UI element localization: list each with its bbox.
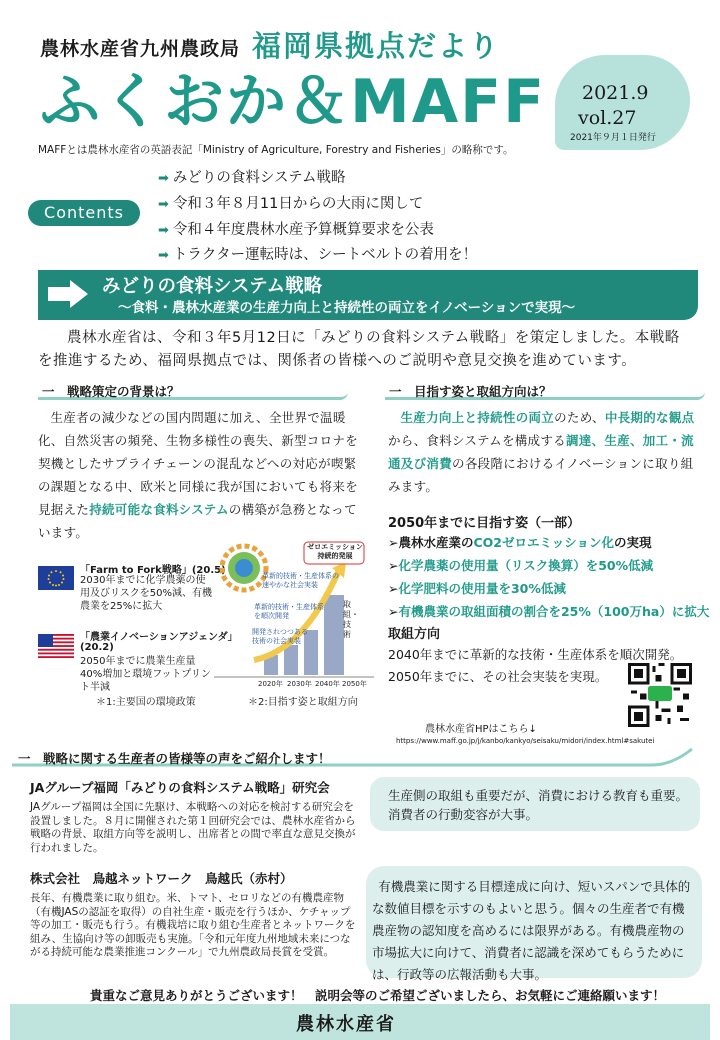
contents-item-label: 令和３年８月11日からの大雨に関して [172, 196, 424, 212]
contents-item-label: 令和４年度農林水産予算概算要求を公表 [172, 222, 434, 238]
eu-flag-icon [38, 566, 74, 590]
maff-note: MAFFとは農林水産省の英語表記「Ministry of Agriculture, Forestry and Fisheries」の略称です。 [38, 144, 514, 156]
footer-thanks: 貴重なご意見ありがとうございます！ 説明会等のご希望ございましたら、お気軽にご連絡願います！ [90, 988, 666, 1003]
figure-label-3: 開発されつつある技術の社会実装 [252, 628, 308, 645]
direction-heading: 取組方向 [388, 627, 441, 642]
contents-item-label: トラクター運転時は、シートベルトの着用を！ [172, 247, 478, 263]
goal-item: ➢化学農薬の使用量（リスク換算）を50%低減 [388, 558, 654, 573]
org1-name: JAグループ福岡「みどりの食料システム戦略」研究会 [30, 780, 330, 795]
ministry-name: 農林水産省九州農政局 [40, 38, 241, 60]
goal-item: ➢農林水産業のCO2ゼロエミッション化の実現 [388, 535, 652, 550]
comment-text: 有機農業に関する目標達成に向け、短いスパンで具体的な数値目標を示すのもよいと思う。個々の生産者で有機農産物の認知度を高めるには限界がある。有機農産物の市場拡大に向けて、消費者に認識を深めてもらうためには、行政等の広報活動も大事。 [372, 879, 691, 982]
goal-item: ➢有機農業の取組面積の割合を25%（100万ha）に拡大 [388, 604, 710, 619]
background-heading: 一 戦略策定の背景は？ [38, 382, 348, 400]
hp-label: 農林水産省HPはこちら↓ [425, 724, 537, 735]
ministry-logo: 農林水産省 [296, 1014, 396, 1035]
figure-label-2: 革新的技術・生産体系を順次開発 [254, 603, 324, 620]
hp-url-link[interactable]: https://www.maff.go.jp/j/kanbo/kankyo/seisaku/midori/index.html#sakutei [396, 737, 655, 745]
org2-body: 長年、有機農業に取り組む。米、トマト、セロリなどの有機農産物（有機JASの認証を取得）の自社生産・販売を行うほか、ケチャップ等の加工・販売も行う。有機栽培に取り組む生産者とネットワークを組み、生協向け等の卸販売も実施。「令和元年度九州地域未来につながる持続可能な農業推進コンクール」で九州農政局長賞を受賞。 [30, 892, 356, 958]
contents-item[interactable] [158, 218, 434, 239]
direction-item: 2040年までに革新的な技術・生産体系を順次開発。 [388, 647, 683, 662]
figure-year: 2020年 [258, 680, 283, 688]
contents-badge: Contents [28, 200, 140, 226]
figure-tag: ゼロエミッション持続的発展 [307, 543, 363, 560]
eu-strategy-body: 2030年までに化学農薬の使用及びリスクを50%減、有機農業を25%に拡大 [80, 575, 213, 612]
arrow-right-icon: ➡ [158, 171, 169, 186]
figure-caption-2: ＊2:目指す姿と取組方向 [248, 697, 358, 708]
voices-heading: 一 戦略に関する生産者の皆様等の声をご紹介します！ [18, 751, 331, 766]
org2-name: 株式会社 鳥越ネットワーク 鳥越氏（赤村） [30, 871, 293, 886]
figure-caption-1: ＊1:主要国の環境政策 [96, 697, 196, 708]
comment-text: 生産側の取組も重要だが、消費における教育も重要。消費者の行動変容が大事。 [388, 788, 689, 822]
figure-year: 2050年 [342, 680, 367, 688]
contents-item[interactable] [158, 166, 345, 187]
direction-item: 2050年までに、その社会実装を実現。 [388, 669, 608, 684]
figure-label-1: 革新的技術・生産体系の速やかな社会実装 [262, 572, 339, 589]
goals-heading: 一 目指す姿と取組方向は？ [385, 382, 705, 400]
us-strategy-body: 2050年までに農業生産量40%増加と環境フットプリント半減 [80, 656, 211, 693]
arrow-right-icon: ➡ [158, 248, 169, 263]
arrow-right-icon: ➡ [158, 223, 169, 238]
us-flag-icon [38, 634, 74, 658]
arrow-right-icon: ➡ [158, 197, 169, 212]
org1-body: JAグループ福岡は全国に先駆け、本戦略への対応を検討する研究会を設置しました。８月に開催された第１回研究会では、農林水産省から戦略の背景、取組方向等を説明し、出席者との間で率直な意見交換が行われました。 [30, 801, 356, 854]
contents-item[interactable] [158, 192, 423, 213]
issue-date: 2021.9 [582, 82, 649, 104]
issue-volume: vol.27 [578, 107, 637, 129]
goals-2050-heading: 2050年までに目指す姿（一部） [388, 516, 581, 531]
newsletter-title-jp: 福岡県拠点だより [252, 29, 501, 63]
us-strategy-title: 「農業イノベーションアジェンダ」 [80, 632, 238, 643]
section-intro: 農林水産省は、令和３年5月12日に「みどりの食料システム戦略」を策定しました。本戦略を推進するため、福岡県拠点では、関係者の皆様へのご説明や意見交換を進めています。 [38, 330, 680, 369]
figure-year: 2030年 [287, 680, 312, 688]
qr-code-icon[interactable] [628, 663, 692, 727]
newsletter-title-main: ふくおか＆MAFF [40, 67, 547, 137]
goals-text: 生産力向上と持続性の両立のため、中長期的な観点から、食料システムを構成する調達、生産、加工・流通及び消費の各段階におけるイノベーションに取り組みます。 [388, 410, 695, 494]
background-text: 生産者の減少などの国内問題に加え、全世界で温暖化、自然災害の頻発、生物多様性の喪失、新型コロナを契機としたサプライチェーンの混乱などへの対応が喫緊の課題となる中、欧米と同様に我が国においても将来を見据えた持続可能な食料システムの構築が急務となっています。 [38, 410, 359, 540]
figure-year: 2040年 [315, 680, 340, 688]
goal-item: ➢化学肥料の使用量を30%低減 [388, 581, 566, 596]
us-strategy-date: (20.2) [80, 642, 114, 653]
figure-bar-text: 取組・技術 [343, 600, 359, 639]
section-subtitle: ～食料・農林水産業の生産力向上と持続性の両立をイノベーションで実現～ [118, 300, 576, 316]
eu-strategy-title: 「Farm to Fork戦略」(20.5) [80, 565, 226, 576]
contents-item-label: みどりの食料システム戦略 [172, 170, 346, 186]
section-title: みどりの食料システム戦略 [102, 276, 323, 297]
contents-item[interactable] [158, 243, 477, 264]
arrow-right-icon [46, 278, 90, 310]
issued-date: 2021年９月１日発行 [570, 133, 656, 143]
